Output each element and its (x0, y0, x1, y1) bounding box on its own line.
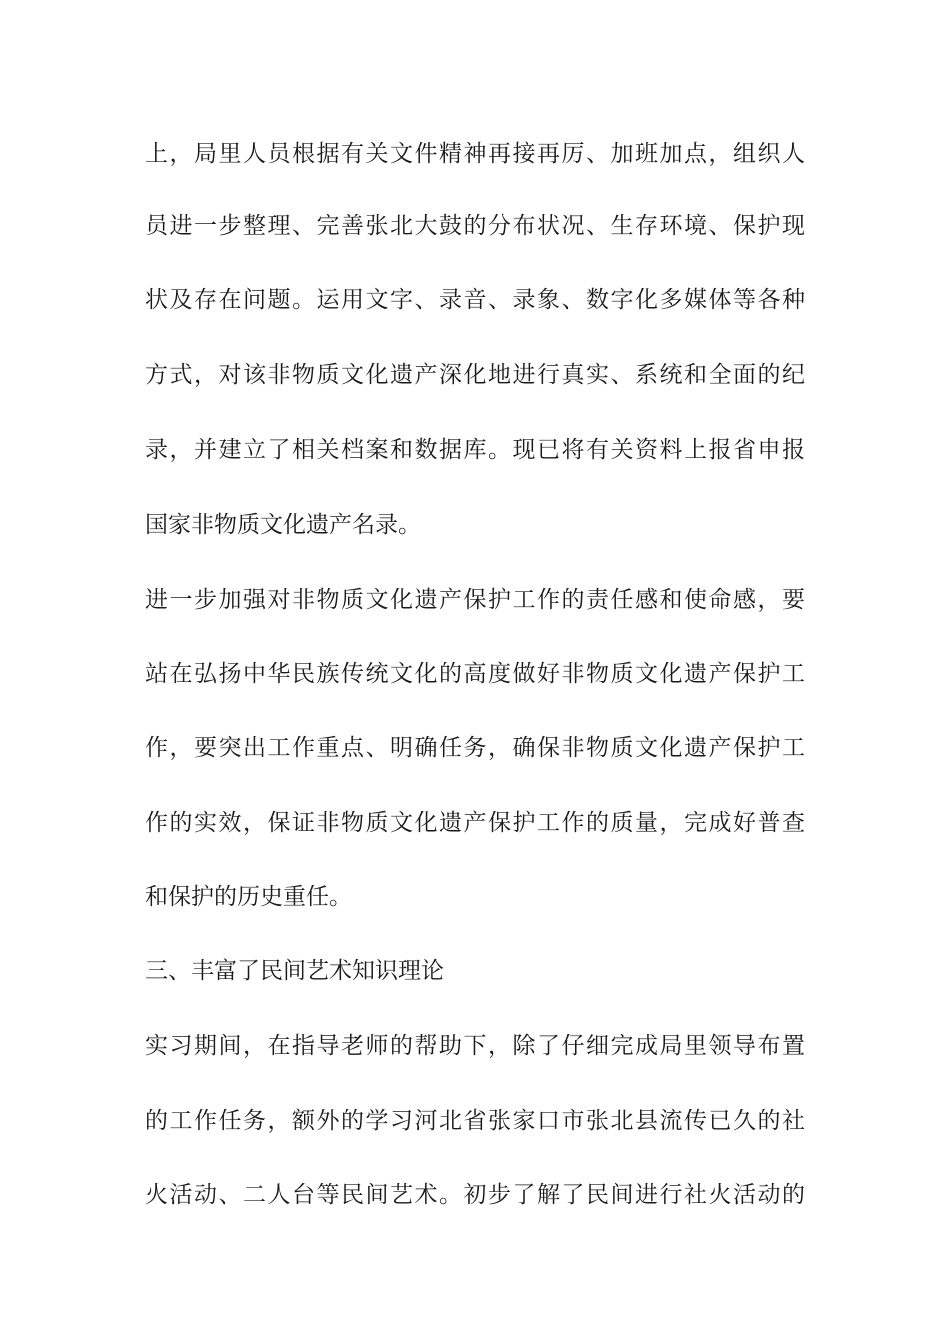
section-heading: 三、丰富了民间艺术知识理论 (145, 958, 444, 984)
text-line: 国家非物质文化遗产名录。 (145, 512, 421, 538)
text-line: 作的实效，保证非物质文化遗产保护工作的质量，完成好普查 (145, 810, 805, 836)
text-line: 作，要突出工作重点、明确任务，确保非物质文化遗产保护工 (145, 735, 805, 761)
text-line: 状及存在问题。运用文字、录音、录象、数字化多媒体等各种 (145, 287, 805, 313)
text-line: 和保护的历史重任。 (145, 884, 352, 910)
text-line: 方式，对该非物质文化遗产深化地进行真实、系统和全面的纪 (145, 362, 805, 388)
text-line: 实习期间，在指导老师的帮助下，除了仔细完成局里领导布置 (145, 1033, 805, 1059)
text-line: 的工作任务，额外的学习河北省张家口市张北县流传已久的社 (145, 1108, 805, 1134)
text-line: 上，局里人员根据有关文件精神再接再厉、加班加点，组织人 (145, 141, 805, 167)
text-line: 录，并建立了相关档案和数据库。现已将有关资料上报省申报 (145, 437, 805, 463)
text-line: 员进一步整理、完善张北大鼓的分布状况、生存环境、保护现 (145, 213, 805, 239)
text-line: 站在弘扬中华民族传统文化的高度做好非物质文化遗产保护工 (145, 661, 805, 687)
text-line: 火活动、二人台等民间艺术。初步了解了民间进行社火活动的 (145, 1182, 805, 1208)
text-line: 进一步加强对非物质文化遗产保护工作的责任感和使命感，要 (145, 587, 805, 613)
